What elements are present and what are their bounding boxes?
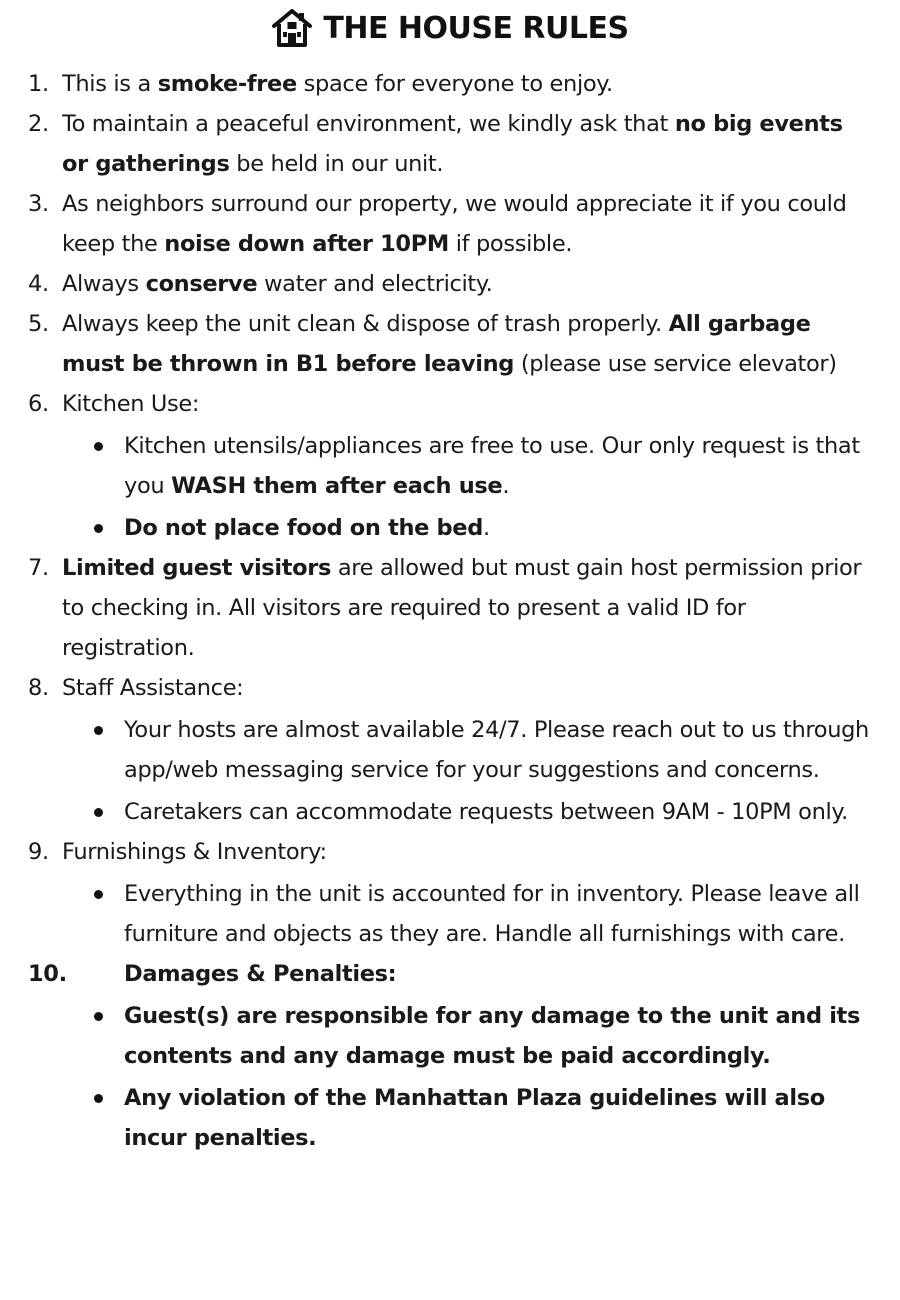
sub-item-text bbox=[124, 792, 872, 832]
rule-item bbox=[28, 832, 872, 954]
text-segment: To maintain a peaceful environment, we kindly ask that bbox=[62, 111, 675, 137]
rule-item bbox=[28, 954, 872, 1158]
bullet-icon bbox=[90, 426, 124, 466]
bold-text: no big events or gatherings bbox=[62, 111, 843, 177]
bullet-icon bbox=[90, 874, 124, 914]
rule-text bbox=[62, 264, 872, 304]
sub-item bbox=[90, 710, 872, 790]
rule-text bbox=[62, 668, 872, 708]
rule-number: 8. bbox=[28, 675, 49, 701]
rule-number: 2. bbox=[28, 111, 49, 137]
text-segment: be held in our unit. bbox=[229, 151, 444, 177]
text-segment: Kitchen Use: bbox=[62, 391, 200, 417]
rule-number: 9. bbox=[28, 839, 49, 865]
text-segment: Furnishings & Inventory: bbox=[62, 839, 327, 865]
sub-item-text bbox=[124, 508, 872, 548]
rule-text bbox=[62, 304, 872, 384]
rule-text bbox=[62, 104, 872, 184]
text-segment: Caretakers can accommodate requests between 9AM - 10PM only. bbox=[124, 799, 848, 825]
text-segment: are allowed but must gain host permission prior to checking in. All visitors are required to present a valid ID for registration. bbox=[62, 555, 862, 661]
rules-list bbox=[28, 64, 872, 1158]
bold-text: WASH them after each use bbox=[171, 473, 503, 499]
sub-list bbox=[90, 710, 872, 832]
sub-item bbox=[90, 1078, 872, 1158]
rule-text bbox=[62, 384, 872, 424]
rule-item bbox=[28, 264, 872, 304]
text-segment: (please use service elevator) bbox=[514, 351, 837, 377]
text-segment: Your hosts are almost available 24/7. Please reach out to us through app/web messaging service for your suggestions and concerns. bbox=[124, 717, 869, 783]
bold-text: Damages & Penalties: bbox=[124, 961, 397, 987]
bold-text: smoke-free bbox=[157, 71, 297, 97]
rule-row bbox=[28, 184, 872, 264]
rule-item bbox=[28, 104, 872, 184]
sub-item bbox=[90, 874, 872, 954]
sub-item-text bbox=[124, 1078, 872, 1158]
sub-item bbox=[90, 508, 872, 548]
text-segment: Staff Assistance: bbox=[62, 675, 244, 701]
sub-item-text bbox=[124, 710, 872, 790]
bullet-icon bbox=[90, 710, 124, 750]
rule-item bbox=[28, 668, 872, 832]
house-icon bbox=[271, 8, 313, 48]
rule-text bbox=[62, 548, 872, 668]
sub-item bbox=[90, 792, 872, 832]
rule-row bbox=[28, 104, 872, 184]
rule-number: 4. bbox=[28, 271, 49, 297]
text-segment: water and electricity. bbox=[257, 271, 493, 297]
text-segment: Always keep the unit clean & dispose of trash properly. bbox=[62, 311, 669, 337]
rule-item bbox=[28, 548, 872, 668]
text-segment: Kitchen utensils/appliances are free to use. Our only request is that you bbox=[124, 433, 860, 499]
rule-text bbox=[62, 184, 872, 264]
bullet-icon bbox=[90, 792, 124, 832]
bold-text: Any violation of the Manhattan Plaza guidelines will also incur penalties. bbox=[124, 1085, 825, 1151]
rule-number: 10. bbox=[28, 961, 67, 987]
rule-row bbox=[28, 384, 872, 424]
rule-item bbox=[28, 384, 872, 548]
sub-item bbox=[90, 996, 872, 1076]
rule-row bbox=[28, 304, 872, 384]
rule-item bbox=[28, 64, 872, 104]
rule-text bbox=[124, 954, 872, 994]
page-title: THE HOUSE RULES bbox=[323, 10, 629, 46]
sub-list bbox=[90, 996, 872, 1158]
title-row bbox=[28, 4, 872, 52]
bold-text: Do not place food on the bed bbox=[124, 515, 483, 541]
rule-row bbox=[28, 548, 872, 668]
bullet-icon bbox=[90, 996, 124, 1036]
bold-text: All garbage must be thrown in B1 before leaving bbox=[62, 311, 811, 377]
rule-row bbox=[28, 832, 872, 872]
rule-number: 7. bbox=[28, 555, 49, 581]
rule-row bbox=[28, 64, 872, 104]
rule-row bbox=[28, 668, 872, 708]
bullet-icon bbox=[90, 508, 124, 548]
text-segment: . bbox=[502, 473, 510, 499]
text-segment: space for everyone to enjoy. bbox=[296, 71, 613, 97]
rule-number: 6. bbox=[28, 391, 49, 417]
text-segment: This is a bbox=[62, 71, 158, 97]
sub-list bbox=[90, 874, 872, 954]
rule-number: 5. bbox=[28, 311, 49, 337]
bold-text: Limited guest visitors bbox=[62, 555, 332, 581]
text-segment: As neighbors surround our property, we would appreciate it if you could keep the bbox=[62, 191, 847, 257]
bold-text: noise down after 10PM bbox=[164, 231, 449, 257]
sub-item bbox=[90, 426, 872, 506]
rule-row bbox=[28, 954, 872, 994]
bold-text: conserve bbox=[145, 271, 258, 297]
text-segment: . bbox=[482, 515, 490, 541]
bullet-icon bbox=[90, 1078, 124, 1118]
sub-item-text bbox=[124, 874, 872, 954]
rule-row bbox=[28, 264, 872, 304]
text-segment: Always bbox=[62, 271, 146, 297]
sub-item-text bbox=[124, 996, 872, 1076]
sub-list bbox=[90, 426, 872, 548]
sub-item-text bbox=[124, 426, 872, 506]
rule-text bbox=[62, 64, 872, 104]
rule-item bbox=[28, 184, 872, 264]
rule-text bbox=[62, 832, 872, 872]
text-segment: Everything in the unit is accounted for in inventory. Please leave all furniture and objects as they are. Handle all furnishings with care. bbox=[124, 881, 860, 947]
rule-number: 3. bbox=[28, 191, 49, 217]
bold-text: Guest(s) are responsible for any damage to the unit and its contents and any damage must be paid accordingly. bbox=[124, 1003, 861, 1069]
text-segment: if possible. bbox=[448, 231, 573, 257]
rule-item bbox=[28, 304, 872, 384]
rule-number: 1. bbox=[28, 71, 49, 97]
